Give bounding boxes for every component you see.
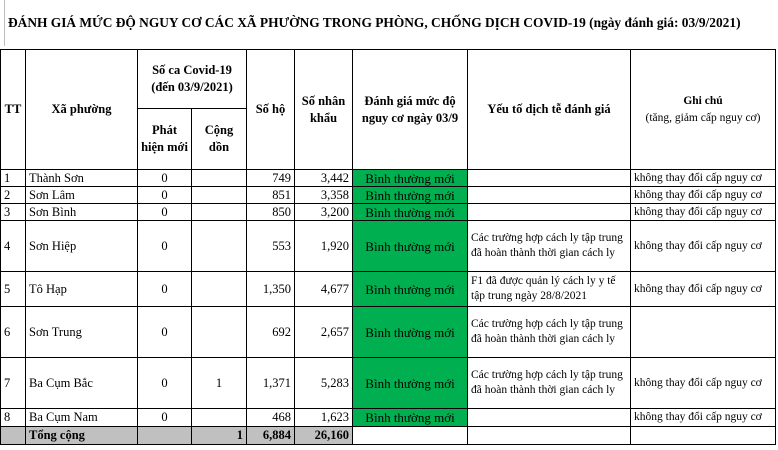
- cell-total-factor: [468, 427, 631, 445]
- cell-tt: 8: [1, 409, 26, 427]
- cell-population: 5,283: [295, 358, 353, 409]
- cell-households: 692: [247, 307, 295, 358]
- cell-new: 0: [138, 272, 192, 307]
- header-new-cases: Phát hiện mới: [138, 109, 192, 170]
- cell-households: 553: [247, 221, 295, 272]
- cell-risk: Bình thường mới: [353, 204, 468, 221]
- cell-households: 749: [247, 170, 295, 187]
- cell-note: không thay đổi cấp nguy cơ: [631, 221, 776, 272]
- cell-ward: Sơn Lâm: [26, 187, 138, 204]
- cell-new: 0: [138, 358, 192, 409]
- cell-cumulative: 1: [192, 358, 247, 409]
- table-row: [1, 170, 776, 187]
- cell-population: 1,920: [295, 221, 353, 272]
- header-factors: Yếu tố dịch tễ đánh giá: [468, 50, 631, 170]
- cell-total-risk: [353, 427, 468, 445]
- cell-tt: 6: [1, 307, 26, 358]
- cell-total-note: [631, 427, 776, 445]
- cell-risk: Bình thường mới: [353, 358, 468, 409]
- cell-households: 1,371: [247, 358, 295, 409]
- cell-households: 468: [247, 409, 295, 427]
- cell-households: 851: [247, 187, 295, 204]
- cell-note: không thay đổi cấp nguy cơ: [631, 272, 776, 307]
- cell-ward: Thành Sơn: [26, 170, 138, 187]
- cell-population: 2,657: [295, 307, 353, 358]
- page-title: ĐÁNH GIÁ MỨC ĐỘ NGUY CƠ CÁC XÃ PHƯỜNG TRONG PHÒNG, CHỐNG DỊCH COVID-19 (ngày đánh giá: 03/9/2021): [4, 0, 774, 46]
- cell-factor: F1 đã được quản lý cách ly y tế tập trung ngày 28/8/2021: [468, 272, 631, 307]
- cell-factor: Các trường hợp cách ly tập trung đã hoàn thành thời gian cách ly: [468, 307, 631, 358]
- header-note-sub: (tăng, giảm cấp nguy cơ): [645, 111, 761, 124]
- cell-cumulative: [192, 187, 247, 204]
- cell-note: không thay đổi cấp nguy cơ: [631, 358, 776, 409]
- cell-note: [631, 307, 776, 358]
- cell-ward: Ba Cụm Bắc: [26, 358, 138, 409]
- cell-tt: 7: [1, 358, 26, 409]
- cell-cumulative: [192, 272, 247, 307]
- cell-population: 4,677: [295, 272, 353, 307]
- cell-households: 850: [247, 204, 295, 221]
- cell-cumulative: [192, 307, 247, 358]
- cell-factor: [468, 187, 631, 204]
- total-row: [1, 427, 776, 445]
- cell-total-cumulative: 1: [192, 427, 247, 445]
- header-households: Số hộ: [247, 50, 295, 170]
- cell-total-new: [138, 427, 192, 445]
- cell-ward: Ba Cụm Nam: [26, 409, 138, 427]
- table-row: [1, 358, 776, 409]
- cell-total-population: 26,160: [295, 427, 353, 445]
- cell-tt: 4: [1, 221, 26, 272]
- cell-total-label: Tổng cộng: [26, 427, 138, 445]
- cell-ward: Sơn Bình: [26, 204, 138, 221]
- header-risk: Đánh giá mức độ nguy cơ ngày 03/9: [353, 50, 468, 170]
- header-ward: Xã phường: [26, 50, 138, 170]
- cell-note: không thay đổi cấp nguy cơ: [631, 204, 776, 221]
- cell-risk: Bình thường mới: [353, 170, 468, 187]
- table-row: [1, 187, 776, 204]
- header-cumulative: Cộng dồn: [192, 109, 247, 170]
- header-population: Số nhân khẩu: [295, 50, 353, 170]
- cell-new: 0: [138, 204, 192, 221]
- cell-households: 1,350: [247, 272, 295, 307]
- cell-risk: Bình thường mới: [353, 272, 468, 307]
- table-row: [1, 409, 776, 427]
- cell-population: 3,358: [295, 187, 353, 204]
- cell-factor: [468, 409, 631, 427]
- cell-tt: 5: [1, 272, 26, 307]
- cell-risk: Bình thường mới: [353, 221, 468, 272]
- cell-note: không thay đổi cấp nguy cơ: [631, 170, 776, 187]
- cell-cumulative: [192, 204, 247, 221]
- cell-ward: Sơn Trung: [26, 307, 138, 358]
- cell-new: 0: [138, 221, 192, 272]
- header-covid-group: Số ca Covid-19 (đến 03/9/2021): [138, 50, 247, 109]
- risk-assessment-table: [0, 49, 776, 445]
- cell-tt: 3: [1, 204, 26, 221]
- cell-cumulative: [192, 409, 247, 427]
- cell-population: 3,200: [295, 204, 353, 221]
- table-row: [1, 307, 776, 358]
- table-row: [1, 272, 776, 307]
- header-tt: TT: [1, 50, 26, 170]
- cell-cumulative: [192, 221, 247, 272]
- cell-factor: [468, 204, 631, 221]
- cell-note: không thay đổi cấp nguy cơ: [631, 409, 776, 427]
- cell-tt: 2: [1, 187, 26, 204]
- cell-population: 3,442: [295, 170, 353, 187]
- cell-ward: Tô Hạp: [26, 272, 138, 307]
- cell-factor: [468, 170, 631, 187]
- cell-ward: Sơn Hiệp: [26, 221, 138, 272]
- cell-new: 0: [138, 409, 192, 427]
- table-row: [1, 221, 776, 272]
- cell-tt: 1: [1, 170, 26, 187]
- cell-population: 1,623: [295, 409, 353, 427]
- cell-factor: Các trường hợp cách ly tập trung đã hoàn thành thời gian cách ly: [468, 221, 631, 272]
- cell-new: 0: [138, 170, 192, 187]
- table-row: [1, 204, 776, 221]
- header-note-title: Ghi chú: [683, 94, 723, 107]
- cell-total-tt: [1, 427, 26, 445]
- cell-new: 0: [138, 307, 192, 358]
- cell-total-households: 6,884: [247, 427, 295, 445]
- cell-cumulative: [192, 170, 247, 187]
- cell-new: 0: [138, 187, 192, 204]
- cell-risk: Bình thường mới: [353, 307, 468, 358]
- cell-note: không thay đổi cấp nguy cơ: [631, 187, 776, 204]
- cell-risk: Bình thường mới: [353, 187, 468, 204]
- cell-risk: Bình thường mới: [353, 409, 468, 427]
- cell-factor: Các trường hợp cách ly tập trung đã hoàn thành thời gian cách ly: [468, 358, 631, 409]
- header-note: [631, 50, 776, 170]
